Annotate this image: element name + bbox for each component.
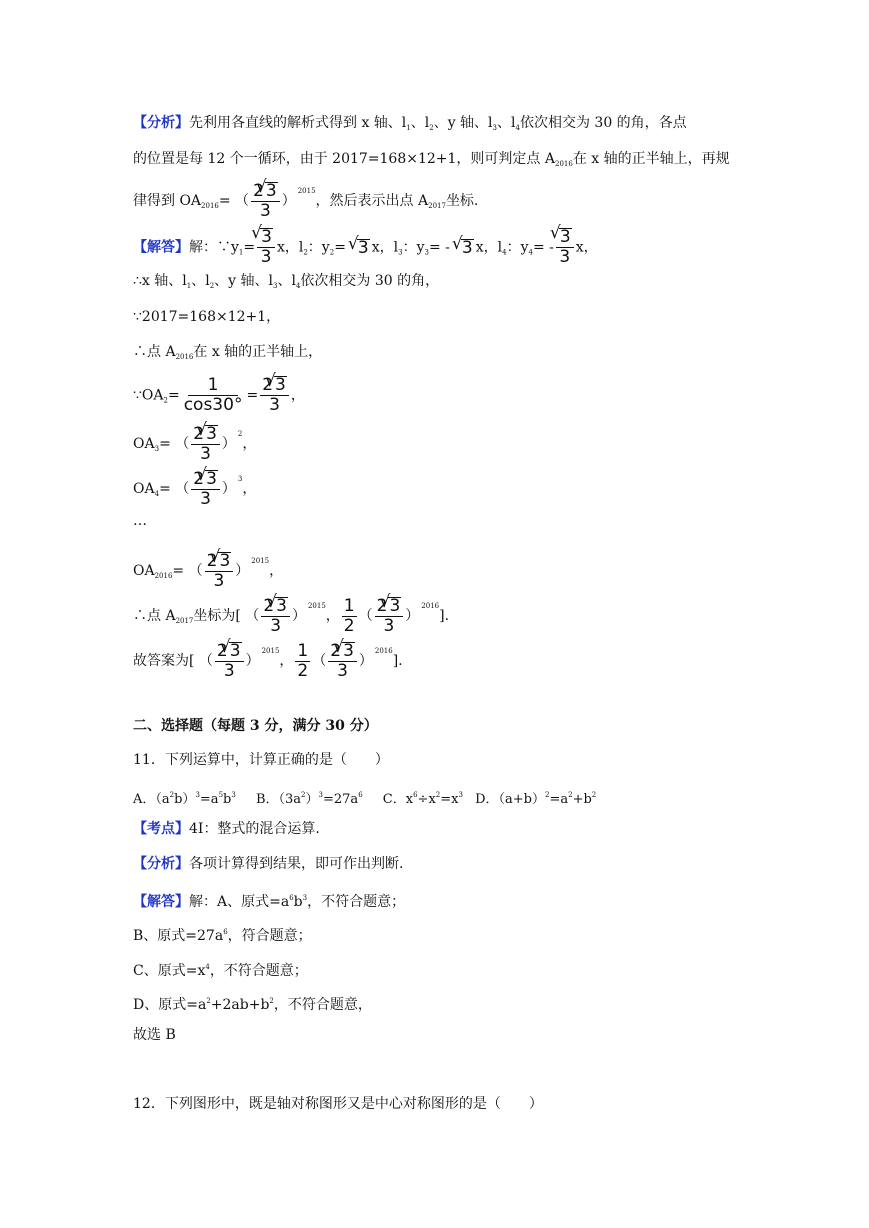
solution-tag: 【解答】 <box>133 239 189 256</box>
option-d-line: D、原式$=a^2+2ab+b^2$，不符合题意， <box>133 997 372 1013</box>
fraction-1-over-2: $\frac{1}{2}$ <box>343 595 355 636</box>
section-heading: 二、选择题（每题 3 分，满分 30 分） <box>133 718 378 734</box>
analysis-line-2: 的位置是每 12 个一循环，由于 2017=168×12+1，则可判定点 $A_{2016}$在 x 轴的正半轴上，再规 <box>133 151 730 168</box>
solution-line-6: $OA_3=$ （ $\frac{2√ 3}{3}$ ）$^2$， <box>133 423 256 464</box>
option-c-line: C、原式$=x^4$，不符合题意； <box>133 963 308 979</box>
solution-line-7: $OA_4=$ （ $\frac{2√ 3}{3}$ ）$^3$， <box>133 468 256 509</box>
analysis-line-3: 律得到 $OA_{2016}=$ （ $\frac{2√ 3}{3}$ ）$^{2015}$，然后表示出点 $A_{2017}$坐标. <box>133 180 478 221</box>
fraction-2sqrt3-over-3: $\frac{2√ 3}{3}$ <box>251 182 280 221</box>
solution-line-4: ∴点 $A_{2016}$在 x 轴的正半轴上， <box>133 344 323 361</box>
solution-line-5: $\because OA_2=$ $\frac{1}{\cos 30^\circ}$ = $\frac{2√ 3}{3}$ ， <box>133 376 305 415</box>
solution-line-2: ∴x 轴、$l_1$、$l_2$、y 轴、$l_3$、$l_4$依次相交为 30 的角， <box>133 273 440 290</box>
sqrt3: √ 3 <box>356 239 370 257</box>
fraction-2sqrt3-over-3: $\frac{2√ 3}{3}$ <box>215 642 244 681</box>
fraction-2sqrt3-over-3: $\frac{2√ 3}{3}$ <box>205 552 234 591</box>
fraction-1-over-2: $\frac{1}{2}$ <box>297 640 309 681</box>
question-12: 12．下列图形中，既是轴对称图形又是中心对称图形的是（ ） <box>133 1096 543 1112</box>
analysis-tag: 【分析】 <box>133 115 189 131</box>
fraction-2sqrt3-over-3: $\frac{2√ 3}{3}$ <box>261 597 290 636</box>
solution-line-9: ∴点 $A_{2017}$坐标为[ （ $\frac{2√ 3}{3}$ ）$^{2015}$， $\frac{1}{2}$ （ $\frac{2√ 3}{3}$ ）$^{2016}$]. <box>133 595 449 636</box>
fraction-sqrt3-over-3: √ $\frac{3}{3}$ <box>556 228 574 267</box>
fraction-1-over-cos30: $\frac{1}{\cos 30^\circ}$ <box>183 375 243 415</box>
analysis-line-1: 【分析】先利用各直线的解析式得到 x 轴、$l_1$、$l_2$、y 轴、$l_3$、$l_4$依次相交为 30 的角，各点 <box>133 115 687 132</box>
question-11: 11．下列运算中，计算正确的是（ ） <box>133 752 389 768</box>
fraction-2sqrt3-over-3: $\frac{2√ 3}{3}$ <box>375 597 404 636</box>
question-11-options: A．$(a^2b)^3=a^5b^3$ B．$(3a^2)^3=27a^6$ C．$x^6\div x^2=x^3$ D．$(a+b)^2=a^2+b^2$ <box>133 791 597 807</box>
solution-line-3: ∵2017=168×12+1， <box>133 309 281 325</box>
jieda-line: 【解答】解：A、原式$=a^6b^3$，不符合题意； <box>133 894 406 910</box>
fraction-2sqrt3-over-3: $\frac{2√ 3}{3}$ <box>191 425 220 464</box>
solution-ellipsis: … <box>133 513 147 529</box>
solution-line-8: $OA_{2016}=$ （ $\frac{2√ 3}{3}$ ）$^{2015}$， <box>133 550 283 591</box>
solution-answer: 故答案为[ （ $\frac{2√ 3}{3}$ ）$^{2015}$， $\frac{1}{2}$ （ $\frac{2√ 3}{3}$ ）$^{2016}$]. <box>133 640 403 681</box>
fraction-2sqrt3-over-3: $\frac{2√ 3}{3}$ <box>260 376 289 415</box>
sqrt3: √ 3 <box>460 239 474 257</box>
fraction-2sqrt3-over-3: $\frac{2√ 3}{3}$ <box>191 470 220 509</box>
fenxi-line: 【分析】各项计算得到结果，即可作出判断. <box>133 856 404 872</box>
kaodian-line: 【考点】4I：整式的混合运算. <box>133 821 320 837</box>
fraction-sqrt3-over-3: √ $\frac{3}{3}$ <box>257 228 275 267</box>
fraction-2sqrt3-over-3: $\frac{2√ 3}{3}$ <box>328 642 357 681</box>
answer-line: 故选 B <box>133 1027 176 1043</box>
option-b-line: B、原式$=27a^6$，符合题意； <box>133 928 312 944</box>
solution-line-1: 【解答】解：$\because y_1=$ √ $\frac{3}{3}$ x，$l_2$：$y_2=$ √ 3 x，$l_3$：$y_3=$ - √ 3 x，$l_4$：$y_4=$ - √ $\frac{3}{3}$ x， <box>133 228 598 267</box>
